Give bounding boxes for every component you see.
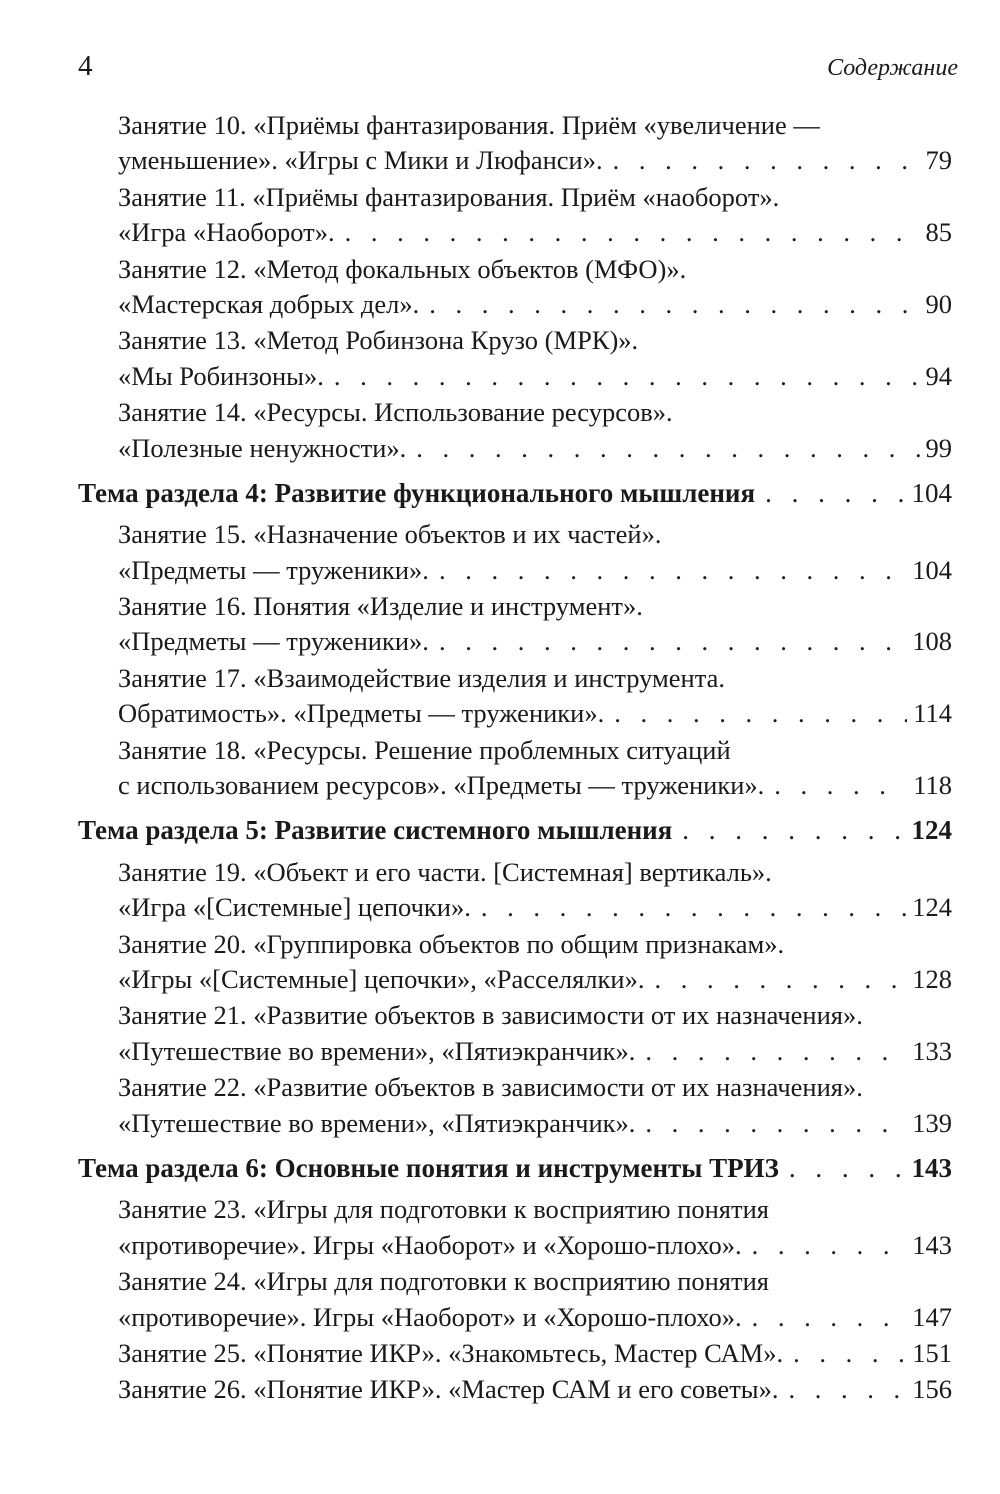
toc-lesson-title: Занятие 22. «Развитие объектов в зависимости от их назначения».: [118, 1072, 863, 1103]
toc-lesson-title: Занятие 20. «Группировка объектов по общим признакам».: [118, 928, 785, 959]
toc-lesson-line: [118, 287, 952, 322]
dot-leader: [742, 1228, 907, 1263]
toc-lesson-subtitle: «Игра «Наоборот».: [118, 217, 335, 248]
toc-lesson-subtitle: уменьшение». «Игры с Мики и Люфанси».: [118, 145, 603, 176]
toc-lesson-entry: [78, 323, 952, 394]
dot-leader: [324, 359, 920, 394]
toc-lesson-title: Занятие 21. «Развитие объектов в зависимости от их назначения».: [118, 1000, 863, 1031]
toc-lesson-entry: [78, 661, 952, 732]
dot-leader: [406, 431, 919, 466]
toc-lesson-line: [118, 1228, 952, 1263]
dot-leader: [783, 1336, 906, 1371]
dot-leader: [778, 1372, 906, 1407]
dot-leader: [635, 1034, 906, 1069]
toc-lesson-subtitle: Занятие 25. «Понятие ИКР». «Знакомьтесь, Мастер САМ».: [118, 1337, 784, 1368]
toc-page-number: 79: [925, 145, 952, 176]
toc-section: [78, 1151, 952, 1186]
toc-page-number: 128: [912, 963, 952, 994]
toc-lesson-entry: [78, 1264, 952, 1335]
toc-page-number: 124: [912, 892, 952, 923]
toc-page-number: 108: [912, 626, 952, 657]
toc-lesson-entry: [78, 1336, 952, 1371]
toc-lesson-title: Занятие 23. «Игры для подготовки к восприятию понятия: [118, 1194, 769, 1225]
toc-page-number: 143: [912, 1229, 952, 1260]
toc-lesson-subtitle: «Предметы — труженики».: [118, 554, 429, 585]
toc-lesson-entry: [78, 589, 952, 660]
toc-lesson-title: Занятие 17. «Взаимодействие изделия и инструмента.: [118, 662, 726, 693]
dot-leader: [764, 768, 907, 803]
dot-leader: [335, 215, 920, 250]
toc-lesson-entry: [78, 1070, 952, 1141]
toc-lesson-entry: [78, 108, 952, 179]
toc-section: [78, 476, 952, 511]
toc-lesson-subtitle: «Путешествие во времени», «Пятиэкранчик».: [118, 1035, 636, 1066]
toc-lesson-subtitle: «Мы Робинзоны».: [118, 360, 324, 391]
toc-lesson-entry: [78, 855, 952, 926]
toc-lesson-line: [118, 215, 952, 250]
dot-leader: [644, 962, 906, 997]
toc-lesson-title: Занятие 18. «Ресурсы. Решение проблемных ситуаций: [118, 734, 731, 765]
toc-lesson-line: [118, 359, 952, 394]
toc-page-number: 156: [912, 1374, 952, 1405]
toc-lesson-entry: [78, 998, 952, 1069]
toc-lesson-line: [118, 1300, 952, 1335]
dot-leader: [779, 1151, 906, 1186]
toc-lesson-title: Занятие 13. «Метод Робинзона Крузо (МРК)».: [118, 325, 639, 356]
toc-lesson-line: [118, 624, 952, 659]
toc-lesson-entry: [78, 180, 952, 251]
toc-lesson-subtitle: «Мастерская добрых дел».: [118, 288, 420, 319]
toc-lesson-line: [118, 1106, 952, 1141]
toc-lesson-entry: [78, 252, 952, 323]
toc-lesson-entry: [78, 395, 952, 466]
toc-lesson-line: [118, 1336, 952, 1371]
toc-lesson-title: Занятие 12. «Метод фокальных объектов (МФО)».: [118, 253, 687, 284]
toc-page-number: 133: [912, 1035, 952, 1066]
toc-page-number: 90: [925, 288, 952, 319]
toc-lesson-line: [118, 553, 952, 588]
toc-lesson-subtitle: «противоречие». Игры «Наоборот» и «Хорошо-плохо».: [118, 1301, 742, 1332]
dot-leader: [429, 624, 906, 659]
toc-lesson-line: [118, 962, 952, 997]
toc-section-line: [78, 476, 952, 511]
toc-lesson-subtitle: Обратимость». «Предметы — труженики».: [118, 698, 605, 729]
toc-lesson-subtitle: «Путешествие во времени», «Пятиэкранчик».: [118, 1107, 636, 1138]
toc-lesson-title: Занятие 15. «Назначение объектов и их частей».: [118, 519, 662, 550]
toc-page-number: 118: [913, 770, 952, 801]
dot-leader: [604, 696, 907, 731]
toc-lesson-subtitle: «Полезные ненужности».: [118, 432, 407, 463]
toc-lesson-line: [118, 143, 952, 178]
dot-leader: [429, 553, 906, 588]
toc-lesson-title: Занятие 24. «Игры для подготовки к восприятию понятия: [118, 1266, 769, 1297]
toc-section-line: [78, 813, 952, 848]
dot-leader: [742, 1300, 907, 1335]
toc-page-number: 114: [913, 698, 952, 729]
toc-lesson-title: Занятие 10. «Приёмы фантазирования. Приём «увеличение —: [118, 110, 820, 140]
toc-lesson-subtitle: с использованием ресурсов». «Предметы — труженики».: [118, 770, 765, 801]
toc-section-title: Тема раздела 4: Развитие функционального мышления: [78, 477, 756, 508]
toc-page-number: 94: [925, 360, 952, 391]
dot-leader: [471, 890, 906, 925]
toc-section-title: Тема раздела 6: Основные понятия и инструменты ТРИЗ: [78, 1152, 779, 1183]
dot-leader: [672, 813, 905, 848]
toc-lesson-entry: [78, 1372, 952, 1407]
toc-page-number: 151: [912, 1337, 952, 1368]
dot-leader: [603, 143, 920, 178]
toc-page-number: 104: [912, 554, 952, 585]
page-header: [78, 50, 958, 90]
toc-lesson-line: [118, 431, 952, 466]
toc-lesson-entry: [78, 1192, 952, 1263]
toc-lesson-title: Занятие 19. «Объект и его части. [Системная] вертикаль».: [118, 856, 772, 887]
toc-page-number: 104: [911, 477, 952, 508]
dot-leader: [635, 1106, 906, 1141]
toc-page-number: 143: [911, 1152, 952, 1183]
toc-page-number: 85: [925, 217, 952, 248]
toc-page-number: 99: [925, 432, 952, 463]
toc-lesson-title: Занятие 11. «Приёмы фантазирования. Приём «наоборот».: [118, 181, 780, 212]
toc-lesson-line: [118, 1034, 952, 1069]
toc-page-number: 147: [912, 1301, 952, 1332]
toc-lesson-entry: [78, 517, 952, 588]
toc-lesson-subtitle: Занятие 26. «Понятие ИКР». «Мастер САМ и его советы».: [118, 1374, 779, 1405]
toc-section-line: [78, 1151, 952, 1186]
toc-lesson-entry: [78, 927, 952, 998]
toc-section-title: Тема раздела 5: Развитие системного мышления: [78, 815, 673, 846]
toc-lesson-title: Занятие 14. «Ресурсы. Использование ресурсов».: [118, 397, 673, 428]
dot-leader: [419, 287, 919, 322]
toc-lesson-subtitle: «Игры «[Системные] цепочки», «Расселялки».: [118, 963, 645, 994]
toc-lesson-entry: [78, 733, 952, 804]
toc-page-number: 124: [911, 815, 952, 846]
toc-lesson-line: [118, 696, 952, 731]
running-title: Содержание: [827, 55, 958, 81]
page-number: 4: [78, 50, 93, 82]
dot-leader: [755, 476, 905, 511]
toc-lesson-subtitle: «Предметы — труженики».: [118, 626, 429, 657]
table-of-contents: [78, 108, 952, 1409]
toc-section: [78, 813, 952, 848]
toc-lesson-line: [118, 1372, 952, 1407]
toc-lesson-title: Занятие 16. Понятия «Изделие и инструмент».: [118, 591, 643, 622]
toc-lesson-subtitle: «противоречие». Игры «Наоборот» и «Хорошо-плохо».: [118, 1229, 742, 1260]
toc-lesson-line: [118, 890, 952, 925]
toc-lesson-subtitle: «Игра «[Системные] цепочки».: [118, 892, 471, 923]
toc-page-number: 139: [912, 1107, 952, 1138]
toc-lesson-line: [118, 768, 952, 803]
